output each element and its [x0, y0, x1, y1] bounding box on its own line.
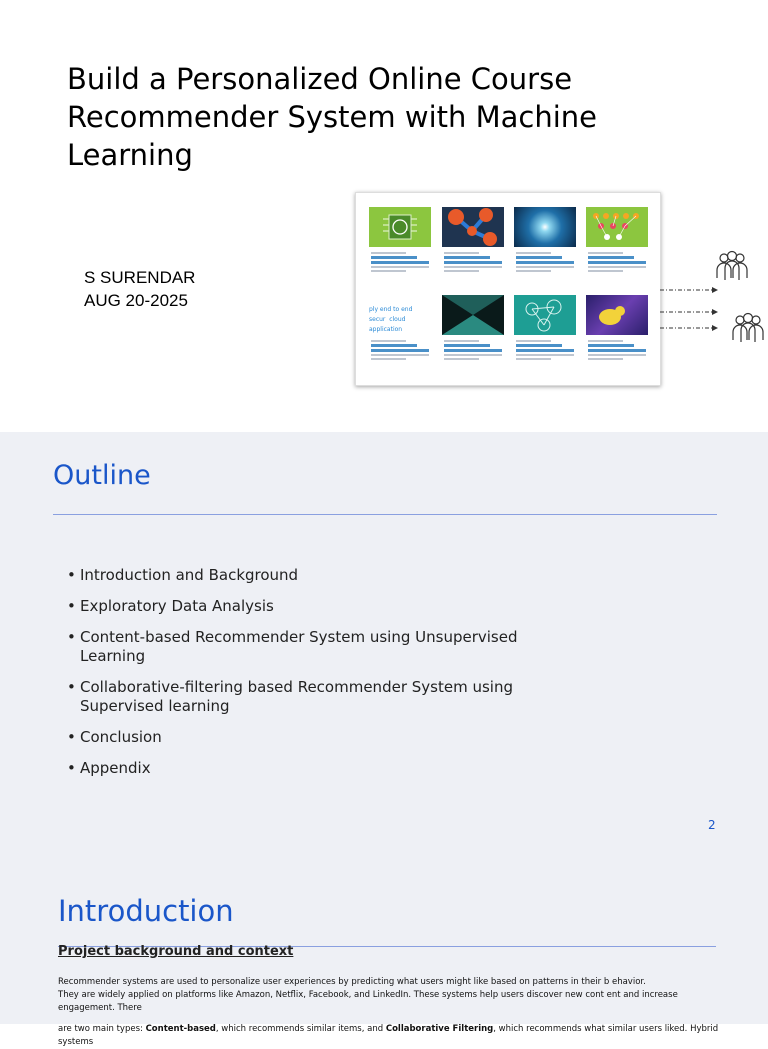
paragraph-line	[58, 1023, 728, 1049]
outline-item: • Conclusion	[67, 728, 587, 747]
presentation-title: Build a Personalized Online Course Recommender System with Machine Learning	[67, 62, 597, 172]
users-icon	[730, 310, 766, 346]
course-card	[442, 207, 504, 289]
elephant-logo-icon	[586, 295, 648, 335]
users-icon	[714, 248, 750, 284]
data-flow-icon	[586, 207, 648, 247]
course-card	[369, 295, 431, 377]
abstract-shape-icon	[442, 295, 504, 335]
course-grid-image	[355, 192, 661, 386]
course-card	[514, 295, 576, 377]
course-card	[586, 295, 648, 377]
text-run: are two main types:	[58, 1024, 146, 1034]
thumb-text: ply end to end secur cloud application	[369, 295, 431, 335]
outline-item: • Collaborative-filtering based Recommender System using Supervised learning	[67, 678, 587, 716]
text-run: , which recommends similar items, and	[215, 1024, 386, 1034]
introduction-heading: Introduction	[58, 894, 234, 928]
bold-term: Content-based	[145, 1024, 216, 1034]
introduction-slide	[0, 864, 768, 1047]
intro-paragraph	[58, 976, 728, 1049]
paragraph-line: Recommender systems are used to personalize user experiences by predicting what users might like based on patterns in their b ehavior.	[58, 977, 646, 987]
title-slide	[0, 0, 768, 432]
section-subheading: Project background and context	[58, 944, 294, 959]
outline-item: • Appendix	[67, 759, 587, 778]
author-name: S SURENDAR	[84, 268, 196, 287]
author-block	[84, 266, 195, 312]
outline-heading: Outline	[53, 460, 151, 491]
outline-list	[67, 566, 587, 790]
outline-item: • Introduction and Background	[67, 566, 587, 585]
course-card	[442, 295, 504, 377]
network-graph-icon	[442, 207, 504, 247]
heading-divider	[53, 514, 717, 515]
course-card	[369, 207, 431, 289]
course-card	[586, 207, 648, 289]
page-number: 2	[708, 818, 716, 832]
chip-brain-icon	[369, 207, 431, 247]
outline-slide	[0, 432, 768, 864]
recommendation-arrows	[660, 282, 720, 334]
presentation-date: AUG 20-2025	[84, 291, 188, 310]
course-card	[514, 207, 576, 289]
outline-item: • Content-based Recommender System using Unsupervised Learning	[67, 628, 587, 666]
paragraph-line: They are widely applied on platforms like Amazon, Netflix, Facebook, and LinkedIn. These systems help users discover new cont ent and increase engagement. There	[58, 990, 678, 1013]
text-run: , which recommends what similar users liked. Hybrid systems	[58, 1024, 719, 1047]
outline-item: • Exploratory Data Analysis	[67, 597, 587, 616]
molecule-icon	[514, 295, 576, 335]
bold-term: Collaborative Filtering	[385, 1024, 494, 1034]
